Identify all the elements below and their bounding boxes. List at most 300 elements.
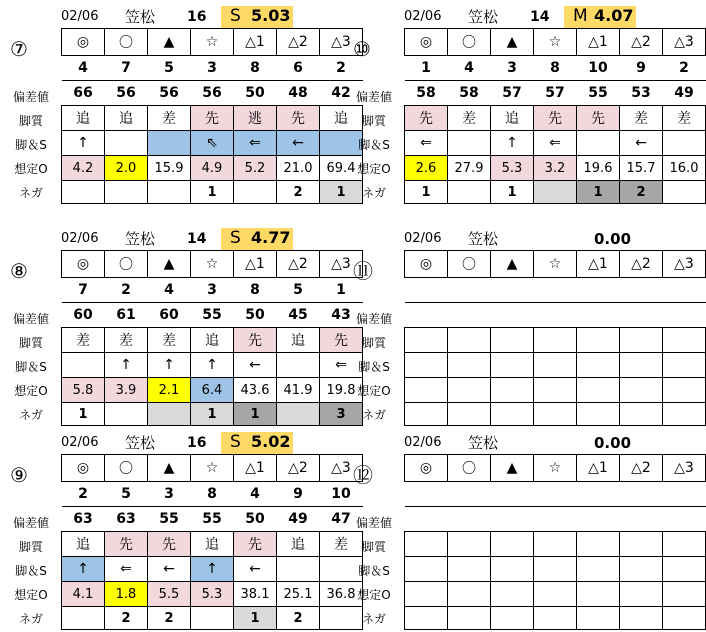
- leg-type-cell: 先: [234, 532, 277, 557]
- horse-number-cell: [620, 278, 663, 303]
- deviation-cell: 61: [105, 303, 148, 328]
- odds-row: [405, 582, 706, 607]
- row-label: ネガ: [361, 612, 386, 626]
- row-label: 脚＆S: [358, 138, 390, 152]
- race-number: ⑫: [353, 463, 373, 487]
- run-speed-cell: [277, 557, 320, 582]
- deviation-cell: [620, 507, 663, 532]
- odds-cell: 1.8: [105, 582, 148, 607]
- nega-cell: [620, 607, 663, 630]
- deviation-cell: 55: [577, 81, 620, 106]
- leg-type-cell: [405, 532, 448, 557]
- odds-row: [405, 156, 706, 181]
- odds-cell: 21.0: [277, 156, 320, 181]
- nega-row: [62, 607, 363, 630]
- horse-number-cell: 2: [62, 482, 105, 507]
- race-venue: 笠松: [468, 434, 499, 452]
- run-speed-cell: [148, 131, 191, 156]
- pace-value: 0.00: [594, 434, 632, 452]
- deviation-cell: 56: [191, 81, 234, 106]
- run-speed-cell: ↑: [105, 353, 148, 378]
- pace-letter: S: [230, 228, 241, 248]
- deviation-cell: [405, 303, 448, 328]
- leg-type-cell: [577, 532, 620, 557]
- symbol-row: [62, 455, 363, 482]
- pick-table: [61, 454, 363, 630]
- odds-cell: [620, 378, 663, 403]
- leg-type-cell: [534, 328, 577, 353]
- nega-cell: 1: [491, 181, 534, 204]
- horse-number-cell: [534, 278, 577, 303]
- odds-cell: 2.6: [405, 156, 448, 181]
- horse-number-cell: 3: [191, 56, 234, 81]
- odds-cell: 25.1: [277, 582, 320, 607]
- run-speed-cell: [405, 353, 448, 378]
- odds-cell: [448, 378, 491, 403]
- deviation-cell: [448, 507, 491, 532]
- nega-cell: [620, 403, 663, 426]
- leg-type-cell: [577, 328, 620, 353]
- deviation-cell: 56: [148, 81, 191, 106]
- deviation-cell: 49: [663, 81, 706, 106]
- race-venue: 笠松: [468, 8, 499, 26]
- horse-number-cell: 3: [491, 56, 534, 81]
- row-label: 脚質: [18, 336, 43, 350]
- nega-cell: 3: [320, 403, 363, 426]
- odds-row: [62, 156, 363, 181]
- deviation-cell: 45: [277, 303, 320, 328]
- leg-type-cell: 追: [277, 532, 320, 557]
- run-speed-cell: ⇖: [191, 131, 234, 156]
- horse-number-cell: [405, 278, 448, 303]
- symbol-cell: △3: [663, 455, 706, 482]
- run-speed-cell: ↑: [62, 131, 105, 156]
- horse-number-row: [405, 278, 706, 303]
- pace-letter: S: [230, 432, 241, 452]
- deviation-row: [405, 507, 706, 532]
- run-speed-row: [405, 353, 706, 378]
- race-date: 02/06: [404, 231, 442, 246]
- horse-number-cell: [491, 482, 534, 507]
- symbol-cell: 〇: [105, 455, 148, 482]
- leg-type-cell: [620, 328, 663, 353]
- symbol-cell: ◎: [405, 455, 448, 482]
- nega-cell: [448, 403, 491, 426]
- symbol-cell: ☆: [534, 29, 577, 56]
- nega-cell: [234, 181, 277, 204]
- odds-cell: 15.7: [620, 156, 663, 181]
- horse-number-row: [405, 482, 706, 507]
- deviation-cell: 55: [191, 507, 234, 532]
- deviation-cell: [405, 507, 448, 532]
- leg-type-cell: [663, 328, 706, 353]
- symbol-cell: △2: [620, 455, 663, 482]
- leg-type-cell: 差: [663, 106, 706, 131]
- symbol-cell: △3: [320, 455, 363, 482]
- nega-row: [405, 403, 706, 426]
- pace-badge: [221, 228, 293, 250]
- deviation-row: [405, 81, 706, 106]
- row-label: 脚＆S: [15, 360, 47, 374]
- symbol-cell: △2: [277, 455, 320, 482]
- horse-number-cell: 5: [277, 278, 320, 303]
- leg-type-row: [62, 106, 363, 131]
- symbol-row: [62, 29, 363, 56]
- leg-type-cell: [448, 532, 491, 557]
- symbol-cell: ☆: [534, 455, 577, 482]
- run-speed-cell: ⇐: [234, 131, 277, 156]
- odds-cell: 4.2: [62, 156, 105, 181]
- deviation-cell: 48: [277, 81, 320, 106]
- symbol-cell: ▲: [148, 29, 191, 56]
- leg-type-cell: 追: [320, 106, 363, 131]
- run-speed-cell: [448, 557, 491, 582]
- odds-cell: [663, 378, 706, 403]
- symbol-cell: ☆: [191, 251, 234, 278]
- odds-cell: 5.5: [148, 582, 191, 607]
- pace-value: 5.03: [251, 6, 291, 25]
- leg-type-cell: [620, 532, 663, 557]
- run-speed-row: [405, 131, 706, 156]
- row-label: 偏差値: [12, 516, 49, 530]
- run-speed-cell: [62, 353, 105, 378]
- race-venue: 笠松: [125, 8, 156, 26]
- run-speed-cell: ←: [620, 131, 663, 156]
- symbol-cell: 〇: [105, 251, 148, 278]
- leg-type-cell: [663, 532, 706, 557]
- pace-value: 4.07: [594, 6, 634, 25]
- odds-cell: [577, 582, 620, 607]
- symbol-cell: △2: [620, 251, 663, 278]
- leg-type-cell: 先: [277, 106, 320, 131]
- run-speed-cell: [534, 557, 577, 582]
- row-label: 脚＆S: [15, 138, 47, 152]
- row-label: 脚＆S: [358, 360, 390, 374]
- nega-cell: [577, 403, 620, 426]
- run-speed-cell: ⇐: [105, 557, 148, 582]
- race-header: [61, 228, 361, 250]
- race-date: 02/06: [61, 9, 99, 24]
- nega-cell: [448, 607, 491, 630]
- nega-cell: 1: [405, 181, 448, 204]
- symbol-cell: △1: [577, 251, 620, 278]
- symbol-cell: ◎: [405, 251, 448, 278]
- symbol-cell: ◎: [62, 455, 105, 482]
- pace-value: 0.00: [594, 230, 632, 248]
- deviation-cell: 66: [62, 81, 105, 106]
- deviation-cell: [534, 507, 577, 532]
- horse-number-cell: [577, 278, 620, 303]
- row-label: ネガ: [18, 408, 43, 422]
- row-label: 脚質: [18, 114, 43, 128]
- leg-type-cell: 差: [62, 328, 105, 353]
- leg-type-cell: [491, 328, 534, 353]
- run-speed-cell: [491, 353, 534, 378]
- symbol-cell: △2: [620, 29, 663, 56]
- symbol-cell: 〇: [448, 251, 491, 278]
- leg-type-row: [405, 106, 706, 131]
- horse-number-cell: [448, 482, 491, 507]
- deviation-cell: [577, 507, 620, 532]
- symbol-cell: △3: [320, 29, 363, 56]
- odds-cell: [620, 582, 663, 607]
- nega-cell: [534, 181, 577, 204]
- deviation-cell: [534, 303, 577, 328]
- nega-cell: [148, 403, 191, 426]
- nega-cell: [105, 403, 148, 426]
- odds-cell: 69.4: [320, 156, 363, 181]
- nega-cell: [62, 181, 105, 204]
- nega-cell: 2: [277, 607, 320, 630]
- leg-type-cell: 追: [62, 532, 105, 557]
- race-header: [61, 6, 361, 28]
- leg-type-cell: [448, 328, 491, 353]
- symbol-cell: △1: [577, 29, 620, 56]
- horse-number-cell: 5: [105, 482, 148, 507]
- odds-cell: [491, 582, 534, 607]
- race-number: ⑦: [10, 37, 28, 61]
- run-speed-cell: [448, 353, 491, 378]
- row-label: 偏差値: [355, 516, 392, 530]
- run-speed-cell: ←: [148, 557, 191, 582]
- horse-number-cell: 4: [448, 56, 491, 81]
- leg-type-cell: [491, 532, 534, 557]
- pace-value: 4.77: [251, 228, 291, 247]
- deviation-row: [62, 303, 363, 328]
- symbol-cell: △3: [663, 29, 706, 56]
- deviation-cell: 50: [234, 81, 277, 106]
- leg-type-cell: 追: [277, 328, 320, 353]
- deviation-cell: 42: [320, 81, 363, 106]
- horse-number-cell: 1: [405, 56, 448, 81]
- odds-cell: 38.1: [234, 582, 277, 607]
- odds-cell: 41.9: [277, 378, 320, 403]
- deviation-cell: [663, 303, 706, 328]
- nega-cell: 1: [577, 181, 620, 204]
- row-label: 脚質: [361, 540, 386, 554]
- row-label: 脚質: [361, 336, 386, 350]
- run-speed-cell: [663, 131, 706, 156]
- deviation-row: [62, 81, 363, 106]
- horse-number-cell: 5: [148, 56, 191, 81]
- leg-type-cell: [534, 532, 577, 557]
- pick-table: [404, 454, 706, 630]
- symbol-cell: 〇: [448, 455, 491, 482]
- run-speed-cell: ↑: [148, 353, 191, 378]
- odds-cell: 19.8: [320, 378, 363, 403]
- run-speed-cell: ↑: [62, 557, 105, 582]
- symbol-cell: △1: [234, 29, 277, 56]
- deviation-cell: 63: [105, 507, 148, 532]
- deviation-cell: 58: [448, 81, 491, 106]
- run-speed-row: [62, 557, 363, 582]
- deviation-row: [405, 303, 706, 328]
- deviation-cell: 55: [191, 303, 234, 328]
- run-speed-cell: [620, 353, 663, 378]
- run-speed-cell: [105, 131, 148, 156]
- run-speed-cell: ↑: [191, 353, 234, 378]
- run-speed-cell: [448, 131, 491, 156]
- nega-row: [62, 403, 363, 426]
- run-speed-row: [62, 131, 363, 156]
- deviation-row: [62, 507, 363, 532]
- pick-table: [404, 28, 706, 204]
- run-speed-cell: ←: [234, 557, 277, 582]
- leg-type-row: [405, 328, 706, 353]
- deviation-cell: 60: [62, 303, 105, 328]
- odds-cell: 4.9: [191, 156, 234, 181]
- symbol-cell: △1: [577, 455, 620, 482]
- race-venue: 笠松: [468, 230, 499, 248]
- symbol-cell: ☆: [191, 455, 234, 482]
- odds-cell: 19.6: [577, 156, 620, 181]
- symbol-row: [405, 251, 706, 278]
- nega-cell: [105, 181, 148, 204]
- nega-cell: [577, 607, 620, 630]
- deviation-cell: 43: [320, 303, 363, 328]
- run-speed-cell: [577, 557, 620, 582]
- nega-cell: [191, 607, 234, 630]
- leg-type-cell: 差: [148, 106, 191, 131]
- symbol-cell: ▲: [491, 251, 534, 278]
- leg-type-cell: 先: [234, 328, 277, 353]
- runner-count: 14: [187, 231, 207, 247]
- symbol-cell: ◎: [62, 251, 105, 278]
- leg-type-row: [62, 328, 363, 353]
- run-speed-cell: [577, 131, 620, 156]
- symbol-cell: △3: [320, 251, 363, 278]
- deviation-cell: [448, 303, 491, 328]
- race-header: [404, 432, 704, 454]
- horse-number-cell: 1: [320, 278, 363, 303]
- run-speed-cell: [534, 353, 577, 378]
- row-label: ネガ: [18, 186, 43, 200]
- nega-cell: 2: [277, 181, 320, 204]
- horse-number-cell: 8: [234, 278, 277, 303]
- pick-table: [404, 250, 706, 426]
- horse-number-cell: [405, 482, 448, 507]
- pace-letter: S: [230, 6, 241, 26]
- race-date: 02/06: [404, 9, 442, 24]
- symbol-row: [405, 29, 706, 56]
- leg-type-cell: 差: [148, 328, 191, 353]
- row-label: 偏差値: [355, 90, 392, 104]
- horse-number-cell: 7: [105, 56, 148, 81]
- odds-cell: 15.9: [148, 156, 191, 181]
- nega-cell: [534, 403, 577, 426]
- horse-number-cell: 7: [62, 278, 105, 303]
- row-label: 脚＆S: [15, 564, 47, 578]
- horse-number-cell: 6: [277, 56, 320, 81]
- race-venue: 笠松: [125, 434, 156, 452]
- run-speed-cell: [491, 557, 534, 582]
- leg-type-row: [405, 532, 706, 557]
- odds-cell: 5.8: [62, 378, 105, 403]
- pace-badge: [564, 6, 636, 28]
- race-header: [404, 228, 704, 250]
- deviation-cell: [577, 303, 620, 328]
- horse-number-cell: 8: [534, 56, 577, 81]
- nega-cell: [405, 607, 448, 630]
- odds-cell: 27.9: [448, 156, 491, 181]
- horse-number-cell: 10: [320, 482, 363, 507]
- race-number: ⑧: [10, 259, 28, 283]
- horse-number-row: [62, 56, 363, 81]
- horse-number-row: [62, 482, 363, 507]
- run-speed-cell: ←: [277, 131, 320, 156]
- odds-cell: [534, 378, 577, 403]
- symbol-row: [62, 251, 363, 278]
- run-speed-cell: [663, 557, 706, 582]
- nega-cell: 1: [234, 607, 277, 630]
- leg-type-cell: [405, 328, 448, 353]
- symbol-cell: △1: [234, 455, 277, 482]
- leg-type-cell: 先: [105, 532, 148, 557]
- leg-type-cell: 差: [620, 106, 663, 131]
- deviation-cell: [491, 507, 534, 532]
- nega-cell: [448, 181, 491, 204]
- horse-number-cell: [577, 482, 620, 507]
- nega-cell: 1: [234, 403, 277, 426]
- leg-type-cell: 逃: [234, 106, 277, 131]
- deviation-cell: 50: [234, 303, 277, 328]
- leg-type-cell: 追: [191, 532, 234, 557]
- deviation-cell: [620, 303, 663, 328]
- odds-cell: [663, 582, 706, 607]
- nega-cell: 2: [105, 607, 148, 630]
- odds-cell: [405, 582, 448, 607]
- leg-type-row: [62, 532, 363, 557]
- odds-cell: 5.3: [191, 582, 234, 607]
- symbol-cell: △1: [234, 251, 277, 278]
- odds-cell: 2.1: [148, 378, 191, 403]
- nega-row: [405, 181, 706, 204]
- horse-number-cell: [663, 482, 706, 507]
- nega-cell: 2: [148, 607, 191, 630]
- odds-cell: 36.8: [320, 582, 363, 607]
- race-number: ⑨: [10, 463, 28, 487]
- horse-number-cell: 9: [620, 56, 663, 81]
- horse-number-cell: 2: [663, 56, 706, 81]
- odds-cell: 2.0: [105, 156, 148, 181]
- deviation-cell: 47: [320, 507, 363, 532]
- row-label: ネガ: [361, 408, 386, 422]
- row-label: 想定O: [14, 162, 48, 176]
- nega-cell: [534, 607, 577, 630]
- symbol-cell: △2: [277, 29, 320, 56]
- odds-cell: [577, 378, 620, 403]
- race-number: ⑩: [353, 37, 371, 61]
- symbol-cell: 〇: [105, 29, 148, 56]
- nega-cell: [62, 607, 105, 630]
- horse-number-cell: 9: [277, 482, 320, 507]
- odds-cell: 3.9: [105, 378, 148, 403]
- deviation-cell: 60: [148, 303, 191, 328]
- odds-cell: [448, 582, 491, 607]
- nega-cell: [663, 607, 706, 630]
- leg-type-cell: 先: [320, 328, 363, 353]
- pace-value: 5.02: [251, 432, 291, 451]
- horse-number-cell: 3: [148, 482, 191, 507]
- leg-type-cell: 先: [191, 106, 234, 131]
- deviation-cell: 57: [534, 81, 577, 106]
- symbol-cell: ▲: [148, 455, 191, 482]
- run-speed-cell: ↑: [191, 557, 234, 582]
- horse-number-row: [62, 278, 363, 303]
- run-speed-row: [405, 557, 706, 582]
- horse-number-cell: [663, 278, 706, 303]
- horse-number-cell: 2: [320, 56, 363, 81]
